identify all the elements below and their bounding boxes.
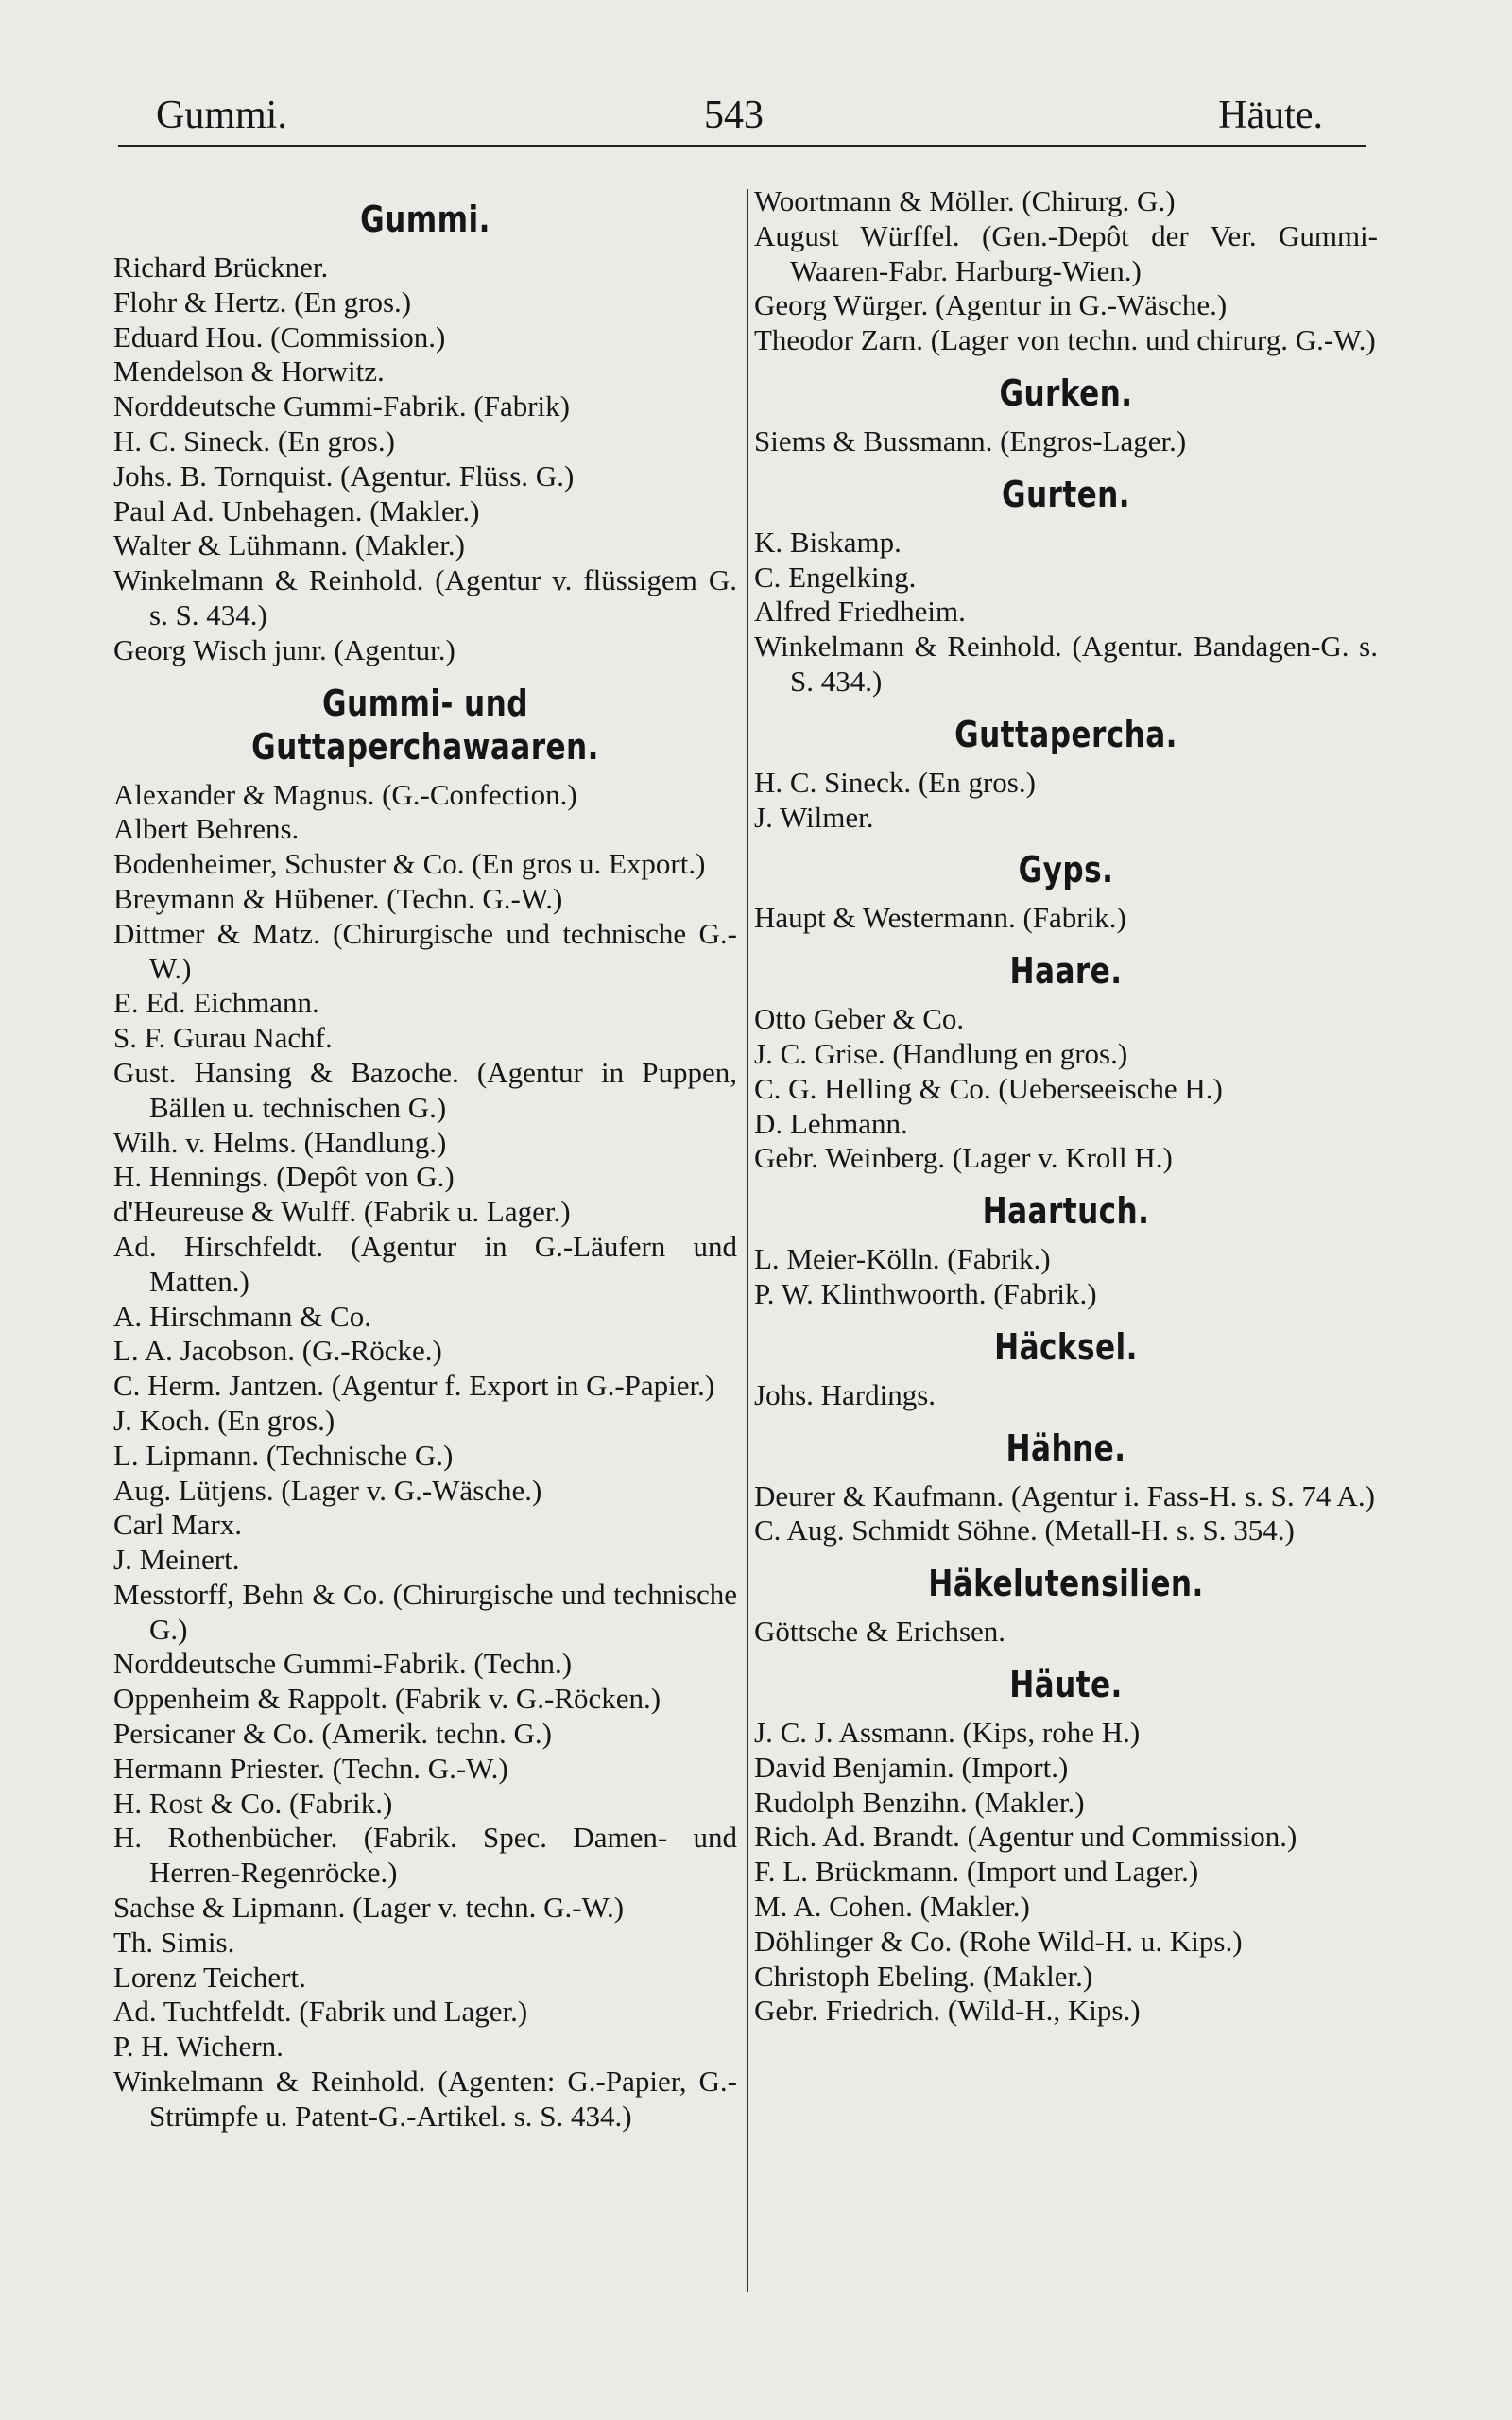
section-heading: Haare. — [1009, 950, 1123, 993]
directory-entry: J. Meinert. — [113, 1543, 240, 1577]
directory-entry: K. Biskamp. — [754, 525, 902, 559]
directory-entry: Persicaner & Co. (Amerik. techn. G.) — [113, 1717, 553, 1751]
directory-entry: Bodenheimer, Schuster & Co. (En gros u. Export.) — [113, 847, 706, 881]
directory-entry: J. Wilmer. — [754, 800, 874, 834]
directory-entry: Eduard Hou. (Commission.) — [113, 320, 446, 354]
directory-entry: F. L. Brückmann. (Import und Lager.) — [754, 1855, 1199, 1889]
directory-entry: Haupt & Westermann. (Fabrik.) — [754, 901, 1126, 935]
directory-entry: L. Meier-Kölln. (Fabrik.) — [754, 1242, 1051, 1276]
directory-entry: Flohr & Hertz. (En gros.) — [113, 285, 412, 319]
directory-entry: A. Hirschmann & Co. — [113, 1299, 371, 1333]
directory-entry: P. H. Wichern. — [113, 2030, 284, 2064]
directory-entry: Dittmer & Matz. (Chirurgische und technische G.-W.) — [113, 916, 737, 985]
directory-entry: Rich. Ad. Brandt. (Agentur und Commission.) — [754, 1820, 1297, 1854]
directory-entry: August Würffel. (Gen.-Depôt der Ver. Gummi-Waaren-Fabr. Harburg-Wien.) — [754, 218, 1378, 287]
directory-entry: J. C. Grise. (Handlung en gros.) — [754, 1036, 1128, 1070]
directory-entry: Ad. Hirschfeldt. (Agentur in G.-Läufern und Matten.) — [113, 1229, 737, 1298]
directory-entry: Otto Geber & Co. — [754, 1002, 965, 1036]
directory-entry: Johs. Hardings. — [754, 1377, 936, 1411]
directory-entry: Th. Simis. — [113, 1925, 235, 1959]
directory-entry: Deurer & Kaufmann. (Agentur i. Fass-H. s. S. 74 A.) — [754, 1478, 1375, 1512]
directory-entry: Carl Marx. — [113, 1508, 243, 1542]
directory-entry: H. C. Sineck. (En gros.) — [754, 765, 1036, 799]
directory-entry: Alexander & Magnus. (G.-Confection.) — [113, 777, 577, 811]
directory-entry: H. Rost & Co. (Fabrik.) — [113, 1786, 393, 1820]
section-heading: Gurten. — [1001, 473, 1131, 515]
directory-entry: J. C. J. Assmann. (Kips, rohe H.) — [754, 1715, 1141, 1749]
directory-entry: Norddeutsche Gummi-Fabrik. (Fabrik) — [113, 389, 570, 424]
directory-entry: Winkelmann & Reinhold. (Agentur. Bandagen-G. s. S. 434.) — [754, 630, 1378, 698]
directory-entry: D. Lehmann. — [754, 1106, 908, 1140]
directory-entry: Gebr. Friedrich. (Wild-H., Kips.) — [754, 1994, 1141, 2028]
directory-entry: H. C. Sineck. (En gros.) — [113, 424, 395, 458]
directory-entry: Hermann Priester. (Techn. G.-W.) — [113, 1751, 508, 1785]
section-heading: Gurken. — [999, 372, 1133, 414]
directory-entry: H. Hennings. (Depôt von G.) — [113, 1160, 455, 1194]
directory-entry: Göttsche & Erichsen. — [754, 1615, 1006, 1649]
section-heading: Hähne. — [1005, 1426, 1126, 1469]
directory-entry: C. Herm. Jantzen. (Agentur f. Export in G.-Papier.) — [113, 1369, 715, 1403]
directory-entry: S. F. Gurau Nachf. — [113, 1021, 333, 1055]
directory-entry: Aug. Lütjens. (Lager v. G.-Wäsche.) — [113, 1473, 542, 1507]
running-header — [118, 85, 1366, 142]
directory-entry: Oppenheim & Rappolt. (Fabrik v. G.-Röcken.) — [113, 1682, 662, 1716]
section-heading: Gyps. — [1018, 849, 1114, 891]
left-column — [113, 184, 737, 2135]
section-heading: Gummi. — [360, 199, 490, 240]
directory-entry: Richard Brückner. — [113, 251, 329, 284]
header-rule — [118, 145, 1366, 147]
directory-entry: C. Engelking. — [754, 560, 917, 594]
directory-entry: Woortmann & Möller. (Chirurg. G.) — [754, 184, 1176, 217]
directory-entry: Alfred Friedheim. — [754, 595, 966, 629]
directory-entry: C. Aug. Schmidt Söhne. (Metall-H. s. S. 354.) — [754, 1513, 1295, 1547]
directory-entry: Gebr. Weinberg. (Lager v. Kroll H.) — [754, 1141, 1173, 1175]
directory-entry: d'Heureuse & Wulff. (Fabrik u. Lager.) — [113, 1195, 571, 1229]
right-column — [754, 184, 1378, 2029]
directory-entry: Winkelmann & Reinhold. (Agentur v. flüssigem G. s. S. 434.) — [113, 563, 737, 631]
directory-entry: P. W. Klinthwoorth. (Fabrik.) — [754, 1276, 1097, 1310]
section-heading: Häute. — [1009, 1663, 1123, 1705]
directory-entry: Lorenz Teichert. — [113, 1960, 306, 1994]
directory-entry: Theodor Zarn. (Lager von techn. und chirurg. G.-W.) — [754, 323, 1376, 357]
directory-entry: Breymann & Hübener. (Techn. G.-W.) — [113, 881, 563, 915]
page-number: 543 — [704, 94, 764, 137]
section-heading: Guttapercha. — [954, 713, 1177, 755]
directory-entry: Christoph Ebeling. (Makler.) — [754, 1959, 1093, 1993]
directory-entry: L. A. Jacobson. (G.-Röcke.) — [113, 1334, 442, 1368]
directory-entry: Albert Behrens. — [113, 812, 300, 846]
directory-entry: Rudolph Benzihn. (Makler.) — [754, 1785, 1085, 1819]
directory-entry: Siems & Bussmann. (Engros-Lager.) — [754, 424, 1187, 458]
directory-entry: Norddeutsche Gummi-Fabrik. (Techn.) — [113, 1647, 573, 1681]
directory-entry: Johs. B. Tornquist. (Agentur. Flüss. G.) — [113, 458, 575, 493]
directory-entry: Messtorff, Behn & Co. (Chirurgische und technische G.) — [113, 1577, 737, 1646]
header-right-keyword: Häute. — [1218, 94, 1323, 137]
section-heading: Haartuch. — [982, 1190, 1150, 1233]
directory-entry: J. Koch. (En gros.) — [113, 1403, 335, 1437]
directory-entry: Georg Wisch junr. (Agentur.) — [113, 632, 455, 666]
directory-entry: Georg Würger. (Agentur in G.-Wäsche.) — [754, 288, 1228, 322]
directory-entry: David Benjamin. (Import.) — [754, 1750, 1069, 1784]
directory-entry: H. Rothenbücher. (Fabrik. Spec. Damen- und Herren-Regenröcke.) — [113, 1821, 737, 1890]
section-heading: Häcksel. — [994, 1325, 1138, 1368]
directory-entry: L. Lipmann. (Technische G.) — [113, 1438, 454, 1472]
directory-entry: E. Ed. Eichmann. — [113, 986, 319, 1020]
directory-entry: M. A. Cohen. (Makler.) — [754, 1889, 1030, 1923]
section-heading: Häkelutensilien. — [928, 1563, 1204, 1605]
directory-entry: Walter & Lühmann. (Makler.) — [113, 528, 465, 562]
directory-entry: Gust. Hansing & Bazoche. (Agentur in Puppen, Bällen u. technischen G.) — [113, 1055, 737, 1124]
directory-entry: Sachse & Lipmann. (Lager v. techn. G.-W.) — [113, 1891, 625, 1925]
directory-entry: Mendelson & Horwitz. — [113, 354, 385, 389]
directory-entry: Ad. Tuchtfeldt. (Fabrik und Lager.) — [113, 1995, 528, 2029]
directory-entry: C. G. Helling & Co. (Ueberseeische H.) — [754, 1071, 1223, 1105]
directory-entry: Paul Ad. Unbehagen. (Makler.) — [113, 493, 480, 527]
column-divider — [747, 189, 748, 2292]
directory-entry: Winkelmann & Reinhold. (Agenten: G.-Papier, G.-Strümpfe u. Patent-G.-Artikel. s. S. 434.) — [113, 2065, 737, 2133]
directory-entry: Döhlinger & Co. (Rohe Wild-H. u. Kips.) — [754, 1924, 1243, 1958]
header-left-keyword: Gummi. — [156, 94, 287, 137]
section-heading: Gummi- und Guttaperchawaaren. — [251, 682, 599, 768]
directory-entry: Wilh. v. Helms. (Handlung.) — [113, 1125, 447, 1159]
